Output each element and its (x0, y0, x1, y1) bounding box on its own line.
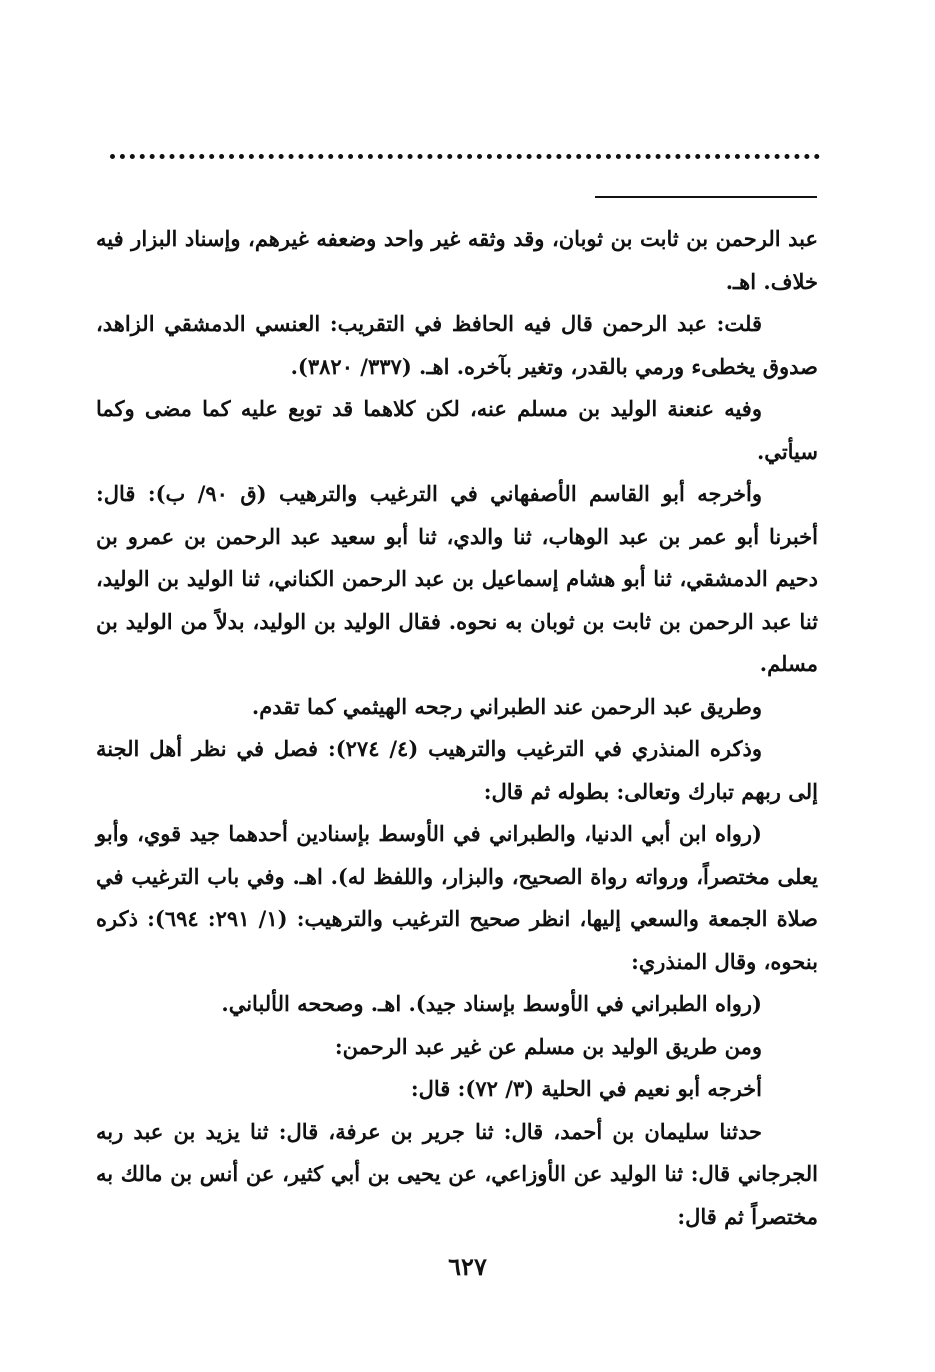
paragraph-8: (رواه الطبراني في الأوسط بإسناد جيد). اهـ. وصححه الألباني. (221, 991, 762, 1016)
paragraph-5: وطريق عبد الرحمن عند الطبراني رجحه الهيثمي كما تقدم. (251, 693, 762, 719)
footnote-text (96, 218, 818, 1238)
paragraph-2: قلت: عبد الرحمن قال فيه الحافظ في التقريب: العنسي الدمشقي الزاهد، صدوق يخطىء ورمي بالقدر، وتغير بآخره. اهـ. (٣٣٧/ ٣٨٢٠). (96, 311, 818, 379)
footnote-rule (595, 196, 817, 198)
page-number: ٦٢٧ (448, 1252, 487, 1281)
paragraph-1: عبد الرحمن بن ثابت بن ثوبان، وقد وثقه غير واحد وضعفه غيرهم، وإسناد البزار فيه خلاف. اهـ. (96, 226, 818, 294)
paragraph-10: أخرجه أبو نعيم في الحلية (٣/ ٧٢): قال: (410, 1076, 762, 1101)
paragraph-11: حدثنا سليمان بن أحمد، قال: ثنا جرير بن عرفة، قال: ثنا يزيد بن عبد ربه الجرجاني قال: ثنا الوليد عن الأوزاعي، عن يحيى بن أبي كثير، عن أنس بن مالك به مختصراً ثم قال: (96, 1118, 818, 1229)
dotted-separator (110, 140, 820, 159)
paragraph-4: وأخرجه أبو القاسم الأصفهاني في الترغيب والترهيب (ق ٩٠/ ب): قال: أخبرنا أبو عمر بن عبد الوهاب، ثنا والدي، ثنا أبو سعيد عبد الرحمن بن عمرو بن دحيم الدمشقي، ثنا أبو هشام إسماعيل بن عبد الرحمن الكناني، ثنا الوليد بن الوليد، ثنا عبد الرحمن بن ثابت بن ثوبان به نحوه. فقال الوليد بن الوليد، بدلاً من الوليد بن مسلم. (96, 481, 818, 676)
paragraph-9: ومن طريق الوليد بن مسلم عن غير عبد الرحمن: (334, 1033, 762, 1059)
paragraph-3: وفيه عنعنة الوليد بن مسلم عنه، لكن كلاهما قد توبع عليه كما مضى وكما سيأتي. (96, 396, 818, 464)
paragraph-6: وذكره المنذري في الترغيب والترهيب (٤/ ٢٧٤): فصل في نظر أهل الجنة إلى ربهم تبارك وتعالى: بطوله ثم قال: (96, 736, 818, 804)
paragraph-7: (رواه ابن أبي الدنيا، والطبراني في الأوسط بإسنادين أحدهما جيد قوي، وأبو يعلى مختصراً، ورواته رواة الصحيح، والبزار، واللفظ له). اهـ. وفي باب الترغيب في صلاة الجمعة والسعي إليها، انظر صحيح الترغيب والترهيب: (١/ ٢٩١: ٦٩٤): ذكره بنحوه، وقال المنذري: (96, 821, 818, 974)
